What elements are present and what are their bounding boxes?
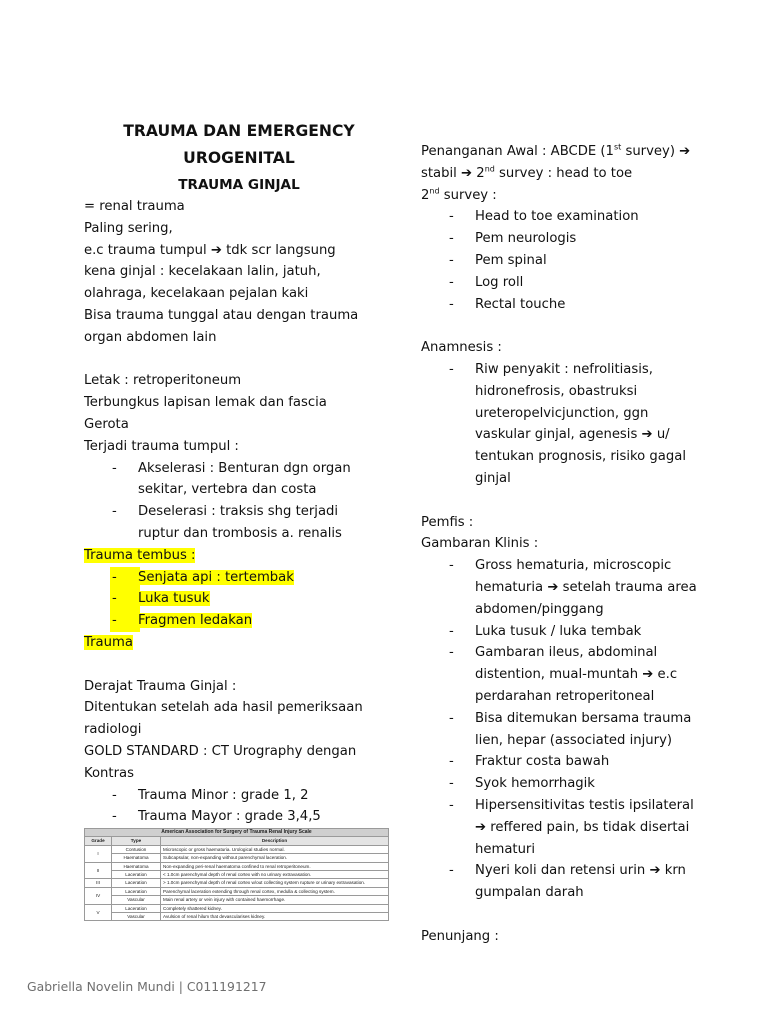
list-item: - Head to toe examination — [421, 206, 721, 228]
list-item: - Luka tusuk / luka tembak — [421, 621, 721, 643]
list-item: - Akselerasi : Benturan dgn organ sekitar, vertebra dan costa — [84, 458, 394, 502]
list-item: - Nyeri koli dan retensi urin ➔ krn gumpalan darah — [421, 860, 721, 904]
table-row: V Laceration Completely shattered kidney. — [85, 904, 389, 912]
table-row: Vascular Avulsion of renal hilum that devascularises kidney. — [85, 912, 389, 920]
arrow-icon: ➔ — [641, 427, 653, 443]
list-item: - Rectal touche — [421, 294, 721, 316]
text-line: Kontras — [84, 765, 134, 781]
footer-author: Gabriella Novelin Mundi | C011191217 — [27, 979, 267, 994]
arrow-icon: ➔ — [210, 242, 222, 258]
arrow-icon: ➔ — [649, 863, 661, 879]
text-line: Penunjang : — [421, 928, 499, 944]
list-item: - Syok hemorrhagik — [421, 773, 721, 795]
highlighted-heading: Trauma tembus : — [84, 547, 196, 563]
text-line: Terjadi trauma tumpul : — [84, 438, 239, 454]
highlighted-text: Trauma — [84, 634, 133, 650]
section-title: TRAUMA GINJAL — [178, 177, 300, 193]
list-item: - Riw penyakit : nefrolitiasis, hidronefrosis, obastruksi ureteropelvicjunction, ggn vaskular ginjal, agenesis ➔ u/ tentukan prognosis, risiko gagal ginjal — [421, 359, 721, 490]
list-item: - Bisa ditemukan bersama trauma lien, hepar (associated injury) — [421, 708, 721, 752]
text-line: Terbungkus lapisan lemak dan fascia — [84, 395, 327, 411]
text-line: stabil ➔ 2nd survey : head to toe — [421, 164, 633, 181]
text-line: GOLD STANDARD : CT Urography dengan — [84, 743, 357, 759]
left-column — [84, 118, 394, 828]
text-line: Ditentukan setelah ada hasil pemeriksaan — [84, 700, 363, 716]
text-line: Paling sering, — [84, 220, 173, 236]
list-item: - Fragmen ledakan — [84, 610, 394, 632]
text-line: Anamnesis : — [421, 340, 502, 356]
text-line: organ abdomen lain — [84, 329, 217, 345]
list-item: - Trauma Mayor : grade 3,4,5 — [84, 806, 394, 828]
doc-title-line2: UROGENITAL — [183, 149, 295, 167]
text-line: Bisa trauma tunggal atau dengan trauma — [84, 307, 359, 323]
col-header-description: Description — [161, 837, 389, 845]
table-caption: American Association for Surgery of Trauma Renal Injury Scale — [85, 829, 389, 837]
table-row: III Laceration > 1.0cm parenchymal depth of renal cortex w/out collecting system rupture or urinary extravasation. — [85, 879, 389, 887]
text-line: Gerota — [84, 416, 129, 432]
text-line: Penanganan Awal : ABCDE (1st survey) ➔ — [421, 142, 691, 159]
doc-title-line1: TRAUMA DAN EMERGENCY — [123, 122, 355, 140]
text-line: Pemfis : — [421, 514, 474, 530]
list-item: - Gross hematuria, microscopic hematuria ➔ setelah trauma area abdomen/pinggang — [421, 555, 721, 620]
list-item: - Hipersensitivitas testis ipsilateral ➔ reffered pain, bs tidak disertai hematuri — [421, 795, 721, 860]
arrow-icon: ➔ — [547, 579, 559, 595]
col-header-grade: Grade — [85, 837, 112, 845]
list-item: - Log roll — [421, 272, 721, 294]
text-line: = renal trauma — [84, 199, 185, 214]
right-column — [421, 141, 721, 947]
table-row: I Contusion Microscopic or gross haematuria. Urological studies normal. — [85, 845, 389, 853]
list-item: - Fraktur costa bawah — [421, 751, 721, 773]
renal-injury-scale-table — [84, 828, 389, 921]
list-item: - Deselerasi : traksis shg terjadi ruptur dan trombosis a. renalis — [84, 501, 394, 545]
list-item: - Luka tusuk — [84, 588, 394, 610]
text-line: Letak : retroperitoneum — [84, 373, 242, 389]
list-item: - Pem neurologis — [421, 228, 721, 250]
text-line: radiologi — [84, 722, 142, 738]
table-row: II Haematoma Non-expanding peri-renal haematoma confined to renal retroperitoneum. — [85, 862, 389, 870]
table-row: IV Laceration Parenchymal laceration extending through renal cortex, medulla & collecting system. — [85, 887, 389, 895]
list-item: - Pem spinal — [421, 250, 721, 272]
table-row: Laceration < 1.0cm parenchymal depth of renal cortex with no urinary extravasation. — [85, 870, 389, 878]
table-row: Haematoma Subcapsular, non-expanding without parenchymal laceration. — [85, 854, 389, 862]
arrow-icon: ➔ — [475, 819, 487, 835]
text-line: e.c trauma tumpul ➔ tdk scr langsung — [84, 242, 336, 258]
text-line: Gambaran Klinis : — [421, 536, 539, 552]
table-row: Vascular Main renal artery or vein injury with contained haemorrhage. — [85, 896, 389, 904]
list-item: - Senjata api : tertembak — [84, 567, 394, 589]
text-line: 2nd survey : — [421, 186, 497, 203]
text-line: olahraga, kecelakaan pejalan kaki — [84, 286, 309, 302]
arrow-icon: ➔ — [679, 144, 691, 159]
arrow-icon: ➔ — [461, 165, 473, 181]
list-item: - Trauma Minor : grade 1, 2 — [84, 785, 394, 807]
arrow-icon: ➔ — [642, 667, 654, 683]
text-line: Derajat Trauma Ginjal : — [84, 678, 237, 694]
text-line: kena ginjal : kecelakaan lalin, jatuh, — [84, 264, 321, 280]
col-header-type: Type — [112, 837, 161, 845]
list-item: - Gambaran ileus, abdominal distention, mual-muntah ➔ e.c perdarahan retroperitoneal — [421, 642, 721, 707]
